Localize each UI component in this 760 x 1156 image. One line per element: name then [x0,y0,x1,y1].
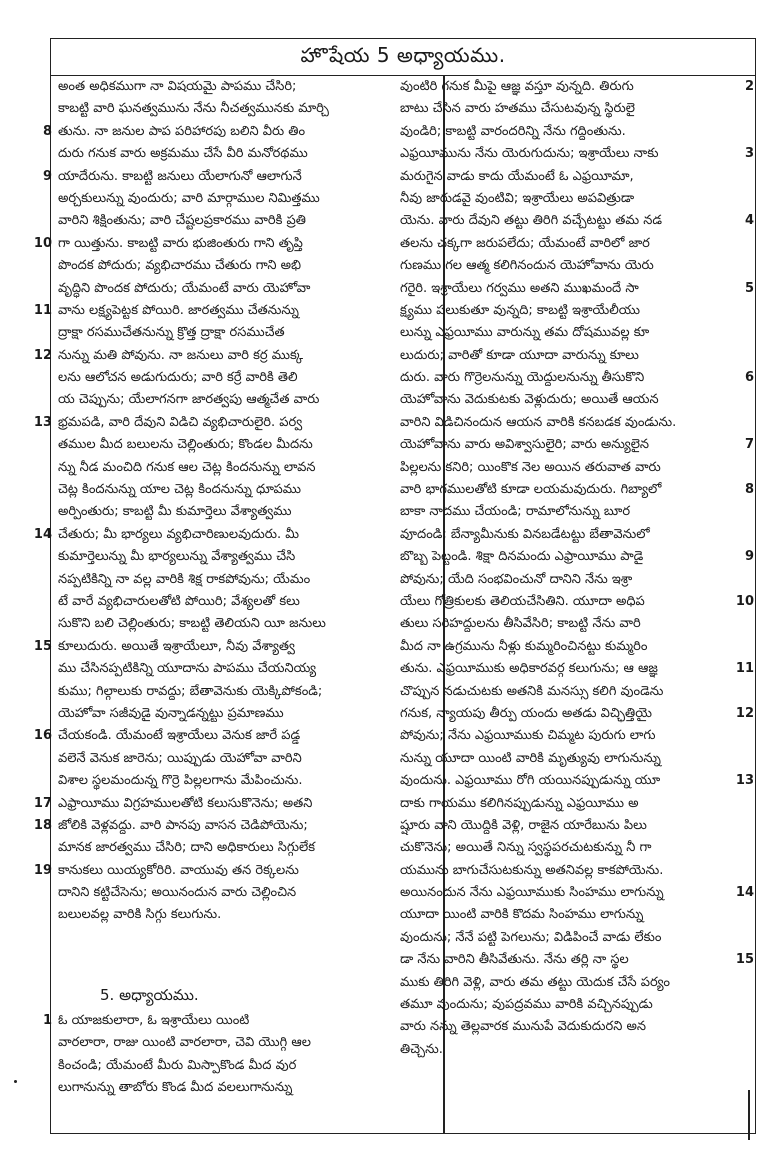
line-text: వుంటిరి గనుక మీపై ఆజ్ఞ వస్తూ వున్నది. తిరుగు [400,79,634,94]
verse-number: 12 [735,705,754,721]
line-text: అర్చకులున్ను వుందురు; వారి మార్గాముల నిమిత్తము [58,190,320,206]
line-text: ఓ యాజకులారా, ఓ ఇశ్రాయేలు యింటి [58,1013,250,1028]
text-line [392,143,756,165]
text-line [392,703,756,725]
text-line [14,681,388,703]
line-text: యూదా యింటి వారికి కొదమ సింహము లాగున్ను [400,907,644,923]
text-line [14,904,388,926]
line-text: చెట్ల కిందనున్ను యాల చెట్ల కిందనున్ను ధూపము [58,482,302,498]
line-text: యాదేరును. కాబట్టి జనులు యేలాగునో ఆలాగునే [58,168,302,184]
text-line [392,434,756,456]
line-text: వృద్ధిని పొందక పోదురు; యేమంటే వారు యెహోవా [58,280,311,296]
text-line [392,457,756,479]
line-text: చుకొనెను; అయితే నిన్ను స్వస్థపరచుటకున్ను నీ గా [400,840,652,856]
line-text: న్ను నీడ మంచిది గనుక ఆల చెట్ల కిందనున్ను లావన [58,459,316,475]
line-text: ముకు తిరిగి వెళ్లి, వారు తమ తట్టు యెదుక చేసే పర్యం [400,974,670,990]
verse-number: 11 [735,661,754,677]
line-text: యేలు గోత్రికులకు తెలియచేసితిని. యూదా అధిప [400,593,645,609]
text-line [392,658,756,680]
text-line [392,98,756,120]
text-line [392,166,756,188]
text-line [392,389,756,411]
text-line [14,882,388,904]
line-text: గుణము గల ఆత్మ కలిగినందున యెహోవాను యెరు [400,258,654,274]
text-line [392,412,756,434]
line-text: గా యిత్తును. కాబట్టి వారు భుజింతురు గాని తృప్తి [58,235,303,251]
line-text: వుందును. ఎఫ్రయీము రోగి యయినప్పుడున్ను యూ [400,773,661,789]
text-line [14,658,388,680]
line-text: తమూ వుందును; వుపద్రవము వారికి వచ్చినప్పుడు [400,997,653,1013]
line-text: టే వారే వ్యభిచారులతోటి పోయిరి; వేశ్యలతో కలు [58,593,300,609]
text-line [14,166,388,188]
verse-number: 19 [33,862,52,878]
text-line [392,860,756,882]
line-text: కూలుదురు. అయితే ఇశ్రాయేలూ, నీవు వేశ్యాత్వ [58,638,295,654]
line-text: అర్పింతురు; కాబట్టి మీ కుమార్తెలు వేశ్యాత్వము [58,504,292,520]
verse-number: 6 [744,370,754,386]
line-text: కుమార్తెలున్ను మీ భార్యలున్ను వేశ్యాత్వము చేసి [58,549,296,565]
verse-number: 15 [735,952,754,968]
text-line [392,322,756,344]
line-text: వారిని విడిచినందున ఆయన వారికి కనబడక వుండును. [400,414,677,430]
text-line [392,524,756,546]
text-line [14,1077,388,1099]
scan-edge-mark [748,1090,750,1140]
line-text: ష్షూరు వాని యొద్దికి వెళ్లి, రాజైన యారేబును పిలు [400,817,647,833]
line-text: తముల మీద బలులను చెల్లింతురు; కొండల మీదను [58,437,313,453]
line-text: బాకా నాదము చేయండి; రామాలోనున్ను బూర [400,504,631,520]
text-line [14,1055,388,1077]
verse-number: 15 [33,638,52,654]
text-line [14,76,388,98]
text-line [392,210,756,232]
line-text: కానుకలు యియ్యకోరిరి. వాయువు తన రెక్కలను [58,862,299,878]
line-text: కాబట్టి వారి ఘనత్వమును నేను నీచత్వమునకు మార్చి [58,101,329,117]
text-line [14,322,388,344]
text-line [392,927,756,949]
text-line [14,233,388,255]
line-text: దురు. వారు గొర్రెలనున్ను యెద్దులనున్ను తీసుకొని [400,370,645,386]
line-text: గనుక, న్యాయపు తీర్పు యందు అతడు విచ్ఛిత్తియై [400,705,652,721]
line-text: బాటు చేసిన వారు హతము చేసుటవున్న స్థిరులై [400,101,635,117]
verse-number: 10 [33,235,52,251]
text-line [392,815,756,837]
text-line [14,748,388,770]
line-text: తలను చక్కగా జరుపలేదు; యేమంటే వారిలో జార [400,235,650,251]
text-line [14,815,388,837]
line-text: ద్రాక్షా రసముచేతనున్ను క్రొత్త ద్రాక్షా రసముచేత [58,325,285,341]
line-text: అయినందున నేను ఎఫ్రయీముకు సింహము లాగున్ను [400,885,664,901]
text-line [392,1039,756,1061]
line-text: ఎఫ్రయీమును నేను యెరుగుదును; ఇశ్రాయేలు నాకు [400,146,659,162]
text-line [392,770,756,792]
line-text: యెహోవాను వెదుకుటకు వెళ్లుదురు; అయితే ఆయన [400,392,659,408]
verse-number: 13 [735,773,754,789]
line-text: లుగానున్ను తాబోరు కొండ మీద వలలుగానున్ను [58,1080,293,1096]
line-text: మీద నా ఉగ్రమును నీళ్లు కుమ్మరించినట్టు కుమ్మరిం [400,638,648,654]
line-text: క్ష్యము పలుకుతూ వున్నది; కాబట్టి ఇశ్రాయేలీయు [400,302,641,318]
text-line [392,255,756,277]
line-text: యెహోవా సజీవుడై వున్నాడన్నట్టు ప్రమాణము [58,705,284,721]
text-line [392,300,756,322]
text-line [14,703,388,725]
verse-number: 14 [33,526,52,542]
line-text: వుండిరి; కాబట్టి వారందరిన్ని నేను గద్దింతును. [400,123,626,139]
line-text: వూదండి; బేన్యామీనుకు వినబడేటట్టు బేతావెనులో [400,526,650,542]
line-text: పొందక పోదురు; వ్యభిచారము చేతురు గాని అభి [58,258,301,274]
text-line [392,569,756,591]
text-line [14,278,388,300]
text-line [14,434,388,456]
text-line [392,748,756,770]
line-text: లుదురు; వారితో కూడా యూదా వారున్ను కూలు [400,347,639,363]
left-column-chapter-5 [14,1010,382,1100]
line-text: లున్ను ఎఫ్రయీము వారున్ను తమ దోషమువల్ల కూ [400,325,650,341]
line-text: దురు గనుక వారు అక్రమము చేసే వీరి మనోరథము [58,146,308,162]
line-text: నున్ను మతి పోవును. నా జనులు వారి కర్ర ముక్క [58,347,304,363]
text-line [392,1016,756,1038]
line-text: బలులవల్ల వారికి సిగ్గు కలుగును. [58,907,222,923]
line-text: నప్పటికిన్ని నా వల్ల వారికి శిక్ష రాకపోవును; యేమం [58,571,311,587]
verse-number: 11 [33,302,52,318]
line-text: నున్ను యూదా యింటి వారికి మృత్యువు లాగునున్ను [400,750,661,766]
line-text: కుము; గిల్గాలుకు రావద్దు; బేతావెనుకు యెక్కిపోకండి; [58,683,323,699]
verse-number: 1 [42,1013,52,1028]
verse-number: 8 [744,482,754,498]
line-text: విశాల స్థలమందున్న గొర్రె పిల్లలగాను మేపించును. [58,773,303,789]
line-text: దానిని కట్టిచేసెను; అయినందున వారు చెల్లించిన [58,885,297,901]
line-text: చేయకండి. యేమంటే ఇశ్రాయేలు వెనుక జారే పడ్డ [58,728,301,744]
text-line [392,972,756,994]
line-text: భ్రమపడి, వారి దేవుని విడిచి వ్యభిచారులైరి. పర్వ [58,414,303,430]
text-line [14,457,388,479]
text-line [14,210,388,232]
line-text: తును. నా జనుల పాప పరిహారపు బలిని వీరు తిం [58,123,306,139]
verse-number: 17 [33,795,52,811]
line-text: కించండి; యేమంటే మీరు మిస్పాకొండ మీద వుర [58,1057,297,1073]
verse-number: 16 [33,728,52,744]
chapter-heading: 5. అధ్యాయము. [100,986,199,1004]
text-line [14,367,388,389]
text-line [392,501,756,523]
line-text: పిల్లలను కనిరి; యింకొక నెల అయిన తరువాత వారు [400,459,661,475]
text-line [14,546,388,568]
line-text: గరైరి. ఇశ్రాయేలు గర్వము అతని ముఖమందే సా [400,280,639,296]
verse-number: 4 [744,213,754,229]
line-text: యమును బాగుచేసుటకున్ను అతనివల్ల కాకపోయెను. [400,862,664,878]
line-text: యెహోవాను వారు అవిశ్వాసులైరి; వారు అన్యులైన [400,437,650,453]
text-line [14,345,388,367]
text-line [14,300,388,322]
text-line [14,725,388,747]
text-line [14,860,388,882]
verse-number: 7 [744,437,754,453]
line-text: వారిని శిక్షింతును; వారి చేష్టలప్రకారము వారికి ప్రతి [58,213,306,229]
text-line [392,233,756,255]
text-line [14,255,388,277]
text-line [392,882,756,904]
text-line [14,501,388,523]
text-line [14,770,388,792]
text-line [392,278,756,300]
line-text: వారు నన్ను తెల్లవారక మునుపే వెదుకుదురని అన [400,1019,646,1035]
right-column [392,76,756,1061]
verse-number: 18 [33,817,52,833]
line-text: ము చేసినప్పటికిన్ని యూదాను పాపము చేయనియ్య [58,661,317,677]
line-text: సుకొని బలి చెల్లింతురు; కాబట్టి తెలియని యీ జనులు [58,616,326,632]
text-line [392,367,756,389]
text-line [392,949,756,971]
text-line [14,389,388,411]
verse-number: 13 [33,414,52,430]
line-text: మరుగైన వాడు కాదు యేమంటే ఓ ఎఫ్రయీమా, [400,168,634,184]
text-line [392,994,756,1016]
line-text: తులు సరిహద్దులను తీసివేసిరి; కాబట్టి నేను వారి [400,616,641,632]
verse-number: 3 [744,146,754,162]
text-line [14,793,388,815]
line-text: వారలారా, రాజు యింటి వారలారా, చెవి యొగ్గి ఆల [58,1035,311,1051]
line-text: తును. ఎఫ్రయీముకు అధికారవర్గ కలుగును; ఆ ఆజ్ఞ [400,661,658,677]
line-text: పోవును; యేది సంభవించునో దానిని నేను ఇశ్రా [400,571,633,587]
text-line [14,121,388,143]
text-line [392,904,756,926]
text-line [14,412,388,434]
text-line [14,524,388,546]
line-text: వుందును; నేనే పట్టి పెగలును; విడిపించే వాడు లేకుం [400,929,662,945]
text-line [14,837,388,859]
text-line [14,569,388,591]
text-line [392,345,756,367]
line-text: యెను. వారు దేవుని తట్టు తిరిగి వచ్చేటట్టు తమ నడ [400,213,662,229]
line-text: పోవును; నేను ఎఫ్రయీముకు చిమ్మట పురుగు లాగు [400,728,656,744]
text-line [392,793,756,815]
verse-number: 8 [42,123,52,139]
text-line [14,1010,388,1032]
text-line [392,479,756,501]
line-text: లను ఆలోచన అడుగుదురు; వారి కర్రే వారికి తెలి [58,370,298,386]
text-line [392,121,756,143]
line-text: చేతురు; మీ భార్యలు వ్యభిచారిణులవుదురు. మీ [58,526,299,542]
verse-number: 9 [744,549,754,565]
text-line [14,479,388,501]
text-line [392,837,756,859]
line-text: నీవు జారుడవై వుంటివి; ఇశ్రాయేలు అపవిత్రుడా [400,190,635,206]
text-line [392,188,756,210]
text-line [14,1032,388,1054]
line-text: అంత అధికముగా నా విషయమై పాపము చేసిరి; [58,79,297,94]
verse-number: 12 [33,347,52,363]
running-header-title: హొషేయ 5 అధ్యాయము. [300,42,506,67]
running-header [50,38,756,76]
text-line [392,636,756,658]
line-text: డా నేను వారిని తీసివేతును. నేను తర్లి నా స్థల [400,952,629,968]
line-text: మానక జారత్వము చేసిరి; దాని అధికారులు సిగ్గులేక [58,840,315,856]
text-line [392,591,756,613]
text-line [14,636,388,658]
verse-number: 9 [42,168,52,184]
line-text: దాకు గాయము కలిగినప్పుడున్ను ఎఫ్రయీము అ [400,795,639,811]
line-text: ఎఫ్రాయీము విగ్రహములతోటి కలుసుకొనెను; అతని [58,795,313,811]
left-column [14,76,382,927]
text-line [392,613,756,635]
text-line [14,591,388,613]
line-text: వాను లక్ష్యపెట్టక పోయిరి. జారత్వము చేతనున్ను [58,302,299,318]
line-text: జోలికి వెళ్లవద్దు. వారి పానపు వాసన చెడిపోయెను; [58,817,308,833]
scan-speck [14,1080,17,1083]
text-line [14,98,388,120]
verse-number: 2 [744,79,754,94]
verse-number: 14 [735,885,754,901]
text-line [14,188,388,210]
line-text: వారి భాగములతోటి కూడా లయమవుదురు. గిబ్యాలో [400,482,662,498]
verse-number: 10 [735,593,754,609]
line-text: బొబ్బ పెట్టండి. శిక్షా దినమందు ఎఫ్రాయీము పాడై [400,549,644,565]
line-text: తిచ్చెను. [400,1041,443,1057]
text-line [392,76,756,98]
line-text: చొప్పున నడుచుటకు అతనికి మనస్సు కలిగి వుండెను [400,683,664,699]
text-line [392,681,756,703]
text-line [14,143,388,165]
text-line [14,613,388,635]
text-line [392,546,756,568]
verse-number: 5 [744,280,754,296]
line-text: య చెప్పును; యేలాగనగా జారత్వపు ఆత్మచేత వారు [58,392,320,408]
line-text: వలెనే వెనుక జారెను; యిప్పుడు యెహోవా వారిని [58,750,302,766]
text-line [392,725,756,747]
